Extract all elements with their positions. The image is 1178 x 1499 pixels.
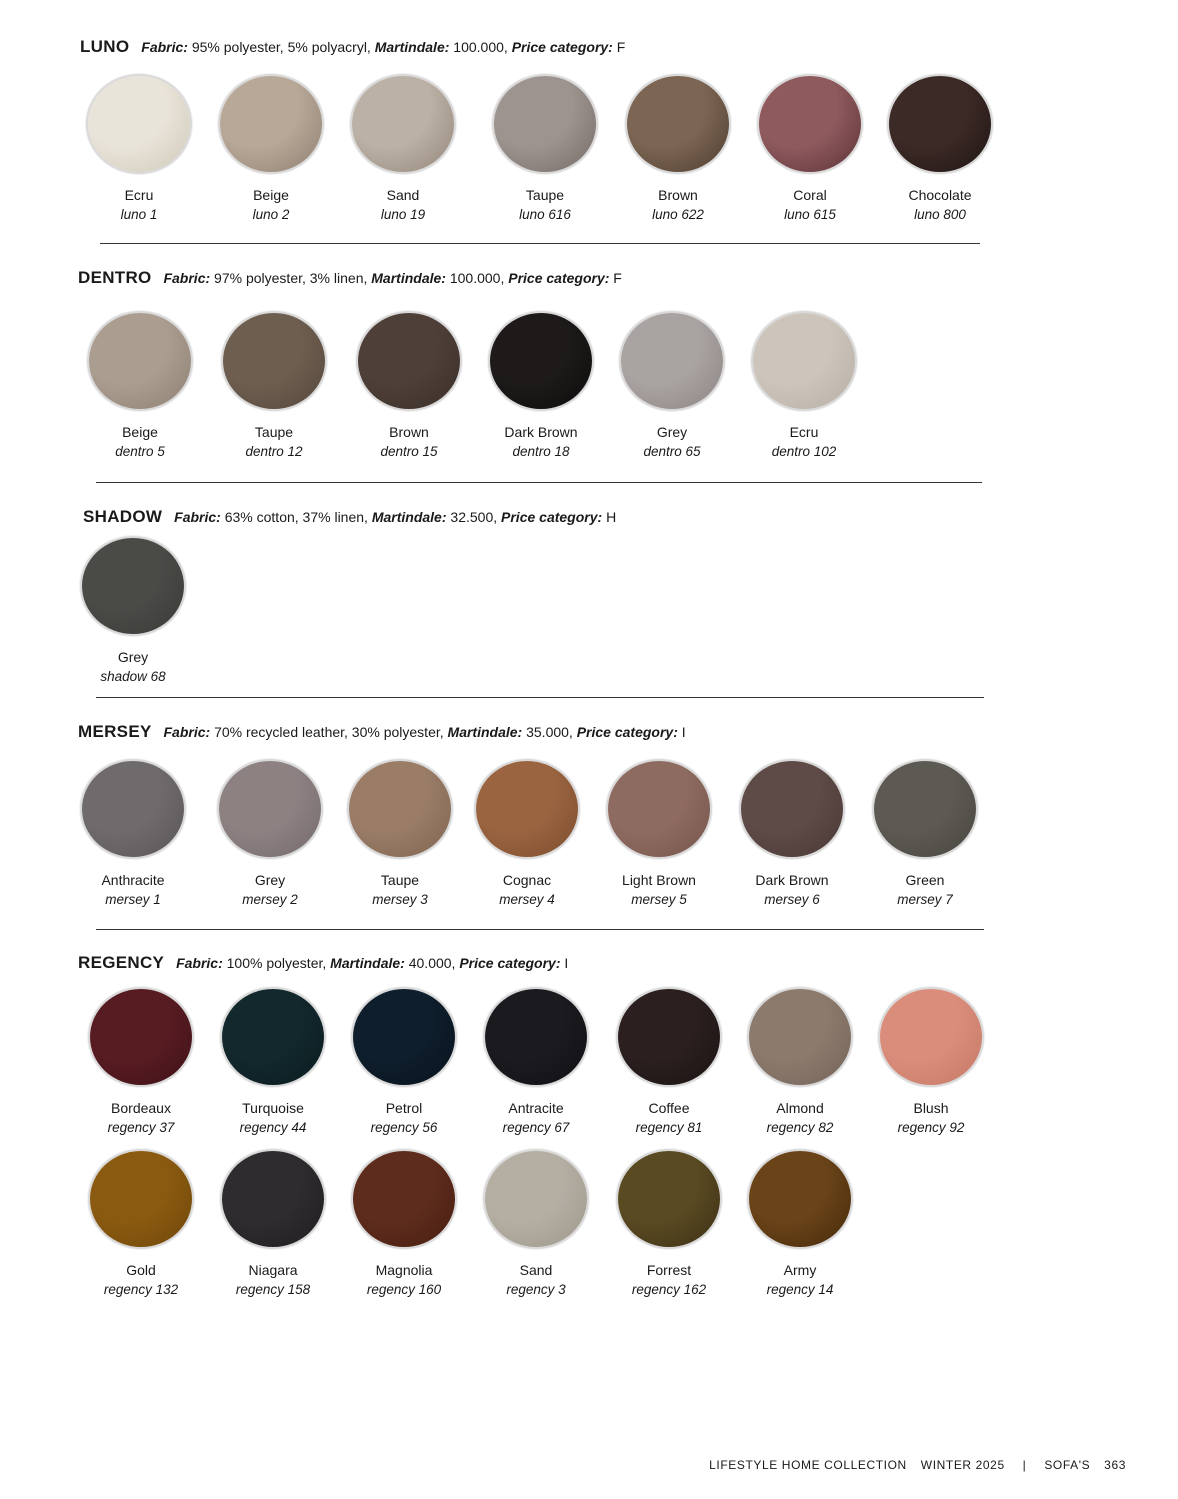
- swatch-circle: [753, 313, 855, 409]
- fabric-label: Fabric:: [141, 39, 188, 55]
- swatch-color-name: Sand: [519, 1262, 553, 1278]
- swatch-code: mersey 1: [105, 892, 161, 907]
- martindale-value: 100.000,: [453, 39, 508, 55]
- swatch-color-name: Brown: [658, 187, 698, 203]
- swatch-circle: [880, 989, 982, 1085]
- divider: [100, 243, 980, 244]
- swatch-circle: [889, 76, 991, 172]
- fabric-swatch-luno-615: [740, 76, 880, 224]
- footer-brand: LIFESTYLE HOME COLLECTION: [709, 1458, 907, 1472]
- fabric-swatch-regency-56: [334, 989, 474, 1137]
- collection-name: REGENCY: [78, 953, 165, 972]
- swatch-circle: [494, 76, 596, 172]
- swatch-color-name: Beige: [253, 187, 289, 203]
- swatch-code: regency 132: [103, 1282, 179, 1297]
- swatch-code: regency 82: [766, 1120, 834, 1135]
- swatch-color-name: Ecru: [124, 187, 154, 203]
- swatch-code: luno 616: [519, 207, 571, 222]
- swatch-code: mersey 5: [631, 892, 687, 907]
- swatch-color-name: Antracite: [508, 1100, 564, 1116]
- swatch-code: mersey 7: [897, 892, 953, 907]
- swatch-color-name: Taupe: [254, 424, 294, 440]
- fabric-swatch-regency-82: [730, 989, 870, 1137]
- martindale-value: 100.000,: [449, 270, 505, 286]
- section-header: [78, 953, 568, 973]
- swatch-circle: [88, 76, 190, 172]
- martindale-value: 40.000,: [408, 955, 456, 971]
- fabric-swatch-regency-158: [203, 1151, 343, 1299]
- fabric-value: 97% polyester, 3% linen,: [214, 270, 368, 286]
- martindale-label: Martindale:: [371, 509, 447, 525]
- swatch-circle: [222, 1151, 324, 1247]
- price-label: Price category:: [511, 39, 613, 55]
- swatch-color-name: Cognac: [502, 872, 552, 888]
- divider: [96, 929, 984, 930]
- swatch-color-name: Petrol: [385, 1100, 423, 1116]
- swatch-code: regency 67: [502, 1120, 570, 1135]
- martindale-label: Martindale:: [371, 270, 446, 286]
- price-label: Price category:: [501, 509, 603, 525]
- fabric-value: 70% recycled leather, 30% polyester,: [214, 724, 444, 740]
- swatch-code: regency 56: [370, 1120, 438, 1135]
- fabric-swatch-luno-2: [201, 76, 341, 224]
- fabric-swatch-regency-160: [334, 1151, 474, 1299]
- fabric-label: Fabric:: [174, 509, 221, 525]
- fabric-swatch-dentro-18: [471, 313, 611, 461]
- swatch-circle: [476, 761, 578, 857]
- swatch-color-name: Grey: [656, 424, 688, 440]
- collection-name: MERSEY: [78, 722, 152, 741]
- swatch-circle: [627, 76, 729, 172]
- fabric-swatch-regency-81: [599, 989, 739, 1137]
- footer-separator: |: [1022, 1458, 1027, 1472]
- swatch-color-name: Sand: [386, 187, 420, 203]
- fabric-swatch-luno-616: [475, 76, 615, 224]
- footer-category: SOFA'S: [1044, 1458, 1091, 1472]
- swatch-circle: [618, 1151, 720, 1247]
- fabric-value: 95% polyester, 5% polyacryl,: [191, 39, 371, 55]
- section-header: [78, 722, 686, 742]
- fabric-value: 63% cotton, 37% linen,: [224, 509, 368, 525]
- fabric-swatch-mersey-2: [200, 761, 340, 909]
- fabric-label: Fabric:: [163, 270, 211, 286]
- price-label: Price category:: [459, 955, 561, 971]
- martindale-value: 35.000,: [526, 724, 573, 740]
- swatch-circle: [749, 989, 851, 1085]
- swatch-circle: [485, 1151, 587, 1247]
- swatch-code: luno 19: [380, 207, 426, 222]
- swatch-color-name: Niagara: [248, 1262, 298, 1278]
- collection-name: LUNO: [80, 37, 130, 56]
- swatch-color-name: Dark Brown: [504, 424, 578, 440]
- swatch-circle: [353, 1151, 455, 1247]
- fabric-swatch-regency-92: [861, 989, 1001, 1137]
- fabric-swatch-mersey-1: [63, 761, 203, 909]
- swatch-color-name: Turquoise: [242, 1100, 304, 1116]
- martindale-label: Martindale:: [447, 724, 523, 740]
- swatch-color-name: Anthracite: [101, 872, 165, 888]
- fabric-swatch-luno-1: [69, 76, 209, 224]
- price-label: Price category:: [576, 724, 678, 740]
- fabric-label: Fabric:: [176, 955, 223, 971]
- section-header: [83, 507, 616, 527]
- swatch-code: regency 92: [897, 1120, 965, 1135]
- swatch-color-name: Forrest: [646, 1262, 692, 1278]
- fabric-swatch-mersey-3: [330, 761, 470, 909]
- swatch-color-name: Grey: [254, 872, 286, 888]
- swatch-circle: [358, 313, 460, 409]
- fabric-swatch-mersey-5: [589, 761, 729, 909]
- fabric-swatch-regency-162: [599, 1151, 739, 1299]
- fabric-swatch-dentro-5: [70, 313, 210, 461]
- swatch-color-name: Dark Brown: [755, 872, 829, 888]
- swatch-code: regency 14: [766, 1282, 834, 1297]
- swatch-code: mersey 2: [242, 892, 298, 907]
- swatch-code: shadow 68: [100, 669, 166, 684]
- swatch-circle: [89, 313, 191, 409]
- swatch-code: dentro 12: [245, 444, 303, 459]
- fabric-swatch-dentro-12: [204, 313, 344, 461]
- price-value: H: [606, 509, 617, 525]
- swatch-code: luno 622: [652, 207, 704, 222]
- swatch-circle: [222, 989, 324, 1085]
- swatch-code: dentro 5: [115, 444, 165, 459]
- price-value: F: [613, 270, 622, 286]
- section-header: [78, 268, 622, 288]
- swatch-circle: [749, 1151, 851, 1247]
- swatch-color-name: Army: [783, 1262, 817, 1278]
- fabric-swatch-regency-132: [71, 1151, 211, 1299]
- swatch-circle: [90, 1151, 192, 1247]
- swatch-color-name: Almond: [776, 1100, 824, 1116]
- swatch-code: regency 44: [239, 1120, 307, 1135]
- swatch-code: regency 162: [631, 1282, 707, 1297]
- swatch-color-name: Coffee: [648, 1100, 690, 1116]
- swatch-circle: [485, 989, 587, 1085]
- swatch-code: dentro 18: [512, 444, 570, 459]
- fabric-swatch-mersey-6: [722, 761, 862, 909]
- swatch-circle: [741, 761, 843, 857]
- price-value: F: [616, 39, 626, 55]
- swatch-color-name: Magnolia: [375, 1262, 433, 1278]
- swatch-circle: [621, 313, 723, 409]
- swatch-color-name: Taupe: [380, 872, 420, 888]
- fabric-swatch-dentro-65: [602, 313, 742, 461]
- martindale-label: Martindale:: [330, 955, 405, 971]
- swatch-code: regency 158: [235, 1282, 311, 1297]
- swatch-circle: [608, 761, 710, 857]
- swatch-color-name: Light Brown: [622, 872, 696, 888]
- collection-name: DENTRO: [78, 268, 152, 287]
- footer-season: WINTER 2025: [920, 1458, 1005, 1472]
- swatch-circle: [82, 538, 184, 634]
- swatch-color-name: Grey: [117, 649, 149, 665]
- page-number: 363: [1104, 1458, 1126, 1472]
- swatch-color-name: Coral: [793, 187, 827, 203]
- fabric-swatch-regency-44: [203, 989, 343, 1137]
- swatch-color-name: Bordeaux: [111, 1100, 171, 1116]
- swatch-code: luno 1: [120, 207, 158, 222]
- swatch-color-name: Ecru: [789, 424, 819, 440]
- swatch-circle: [349, 761, 451, 857]
- swatch-circle: [219, 761, 321, 857]
- swatch-code: luno 2: [252, 207, 290, 222]
- martindale-value: 32.500,: [450, 509, 498, 525]
- swatch-circle: [82, 761, 184, 857]
- price-value: I: [681, 724, 686, 740]
- fabric-swatch-luno-622: [608, 76, 748, 224]
- price-value: I: [564, 955, 569, 971]
- fabric-swatch-regency-3: [466, 1151, 606, 1299]
- divider: [96, 482, 982, 483]
- swatch-color-name: Chocolate: [908, 187, 972, 203]
- divider: [96, 697, 984, 698]
- fabric-swatch-dentro-15: [339, 313, 479, 461]
- swatch-color-name: Green: [905, 872, 945, 888]
- fabric-swatch-luno-19: [333, 76, 473, 224]
- swatch-color-name: Taupe: [525, 187, 565, 203]
- fabric-value: 100% polyester,: [226, 955, 327, 971]
- swatch-code: dentro 15: [380, 444, 438, 459]
- swatch-circle: [220, 76, 322, 172]
- swatch-code: regency 3: [506, 1282, 566, 1297]
- fabric-label: Fabric:: [163, 724, 211, 740]
- swatch-circle: [352, 76, 454, 172]
- swatch-color-name: Brown: [389, 424, 429, 440]
- swatch-code: mersey 6: [764, 892, 820, 907]
- swatch-code: mersey 4: [499, 892, 555, 907]
- fabric-swatch-luno-800: [870, 76, 1010, 224]
- martindale-label: Martindale:: [374, 39, 450, 55]
- fabric-swatch-dentro-102: [734, 313, 874, 461]
- swatch-code: mersey 3: [372, 892, 428, 907]
- swatch-color-name: Gold: [126, 1262, 156, 1278]
- swatch-code: dentro 102: [771, 444, 837, 459]
- section-header: [80, 37, 625, 57]
- swatch-code: regency 37: [107, 1120, 175, 1135]
- fabric-swatch-regency-67: [466, 989, 606, 1137]
- swatch-circle: [353, 989, 455, 1085]
- swatch-circle: [874, 761, 976, 857]
- fabric-swatch-regency-37: [71, 989, 211, 1137]
- swatch-code: regency 81: [635, 1120, 703, 1135]
- swatch-circle: [618, 989, 720, 1085]
- fabric-swatch-mersey-4: [457, 761, 597, 909]
- collection-name: SHADOW: [83, 507, 163, 526]
- swatch-code: luno 800: [914, 207, 966, 222]
- fabric-swatch-mersey-7: [855, 761, 995, 909]
- swatch-circle: [223, 313, 325, 409]
- swatch-color-name: Beige: [122, 424, 158, 440]
- page-footer: [699, 1458, 1126, 1472]
- swatch-code: regency 160: [366, 1282, 442, 1297]
- swatch-code: dentro 65: [643, 444, 701, 459]
- swatch-circle: [490, 313, 592, 409]
- swatch-color-name: Blush: [913, 1100, 949, 1116]
- swatch-code: luno 615: [784, 207, 836, 222]
- swatch-circle: [90, 989, 192, 1085]
- fabric-swatch-regency-14: [730, 1151, 870, 1299]
- fabric-swatch-shadow-68: [63, 538, 203, 686]
- price-label: Price category:: [508, 270, 610, 286]
- swatch-circle: [759, 76, 861, 172]
